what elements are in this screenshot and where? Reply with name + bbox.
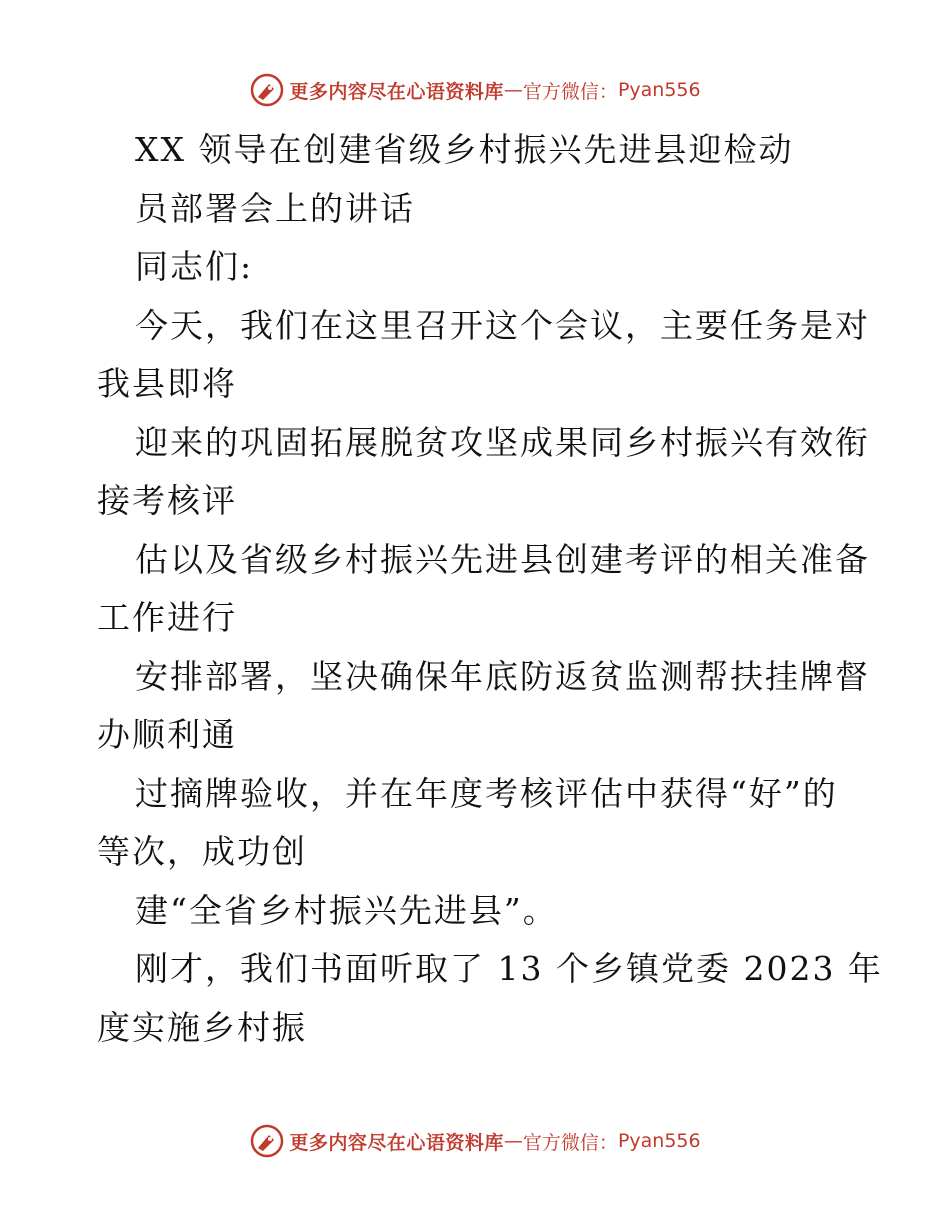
banner-separator: —: [503, 79, 523, 101]
banner-main-text: 更多内容尽在心语资料库: [289, 80, 504, 103]
paragraph-line: 办顺利通: [97, 715, 237, 754]
banner-separator: —: [503, 1130, 523, 1152]
document-title-line-1: XX 领导在创建省级乡村振兴先进县迎检动: [135, 130, 794, 169]
banner-wechat-label: 官方微信：: [522, 1131, 618, 1154]
document-title-line-2: 员部署会上的讲话: [135, 188, 415, 228]
paragraph-line: 刚才，我们书面听取了 13 个乡镇党委 2023 年: [135, 949, 883, 988]
paragraph-line: 接考核评: [97, 481, 237, 520]
paragraph-line: 我县即将: [97, 364, 237, 403]
paragraph-line: 迎来的巩固拓展脱贫攻坚成果同乡村振兴有效衔: [135, 422, 870, 462]
paragraph-line: 度实施乡村振: [97, 1007, 307, 1047]
paragraph-line: 工作进行: [97, 598, 237, 637]
paragraph-line: 过摘牌验收，并在年度考核评估中获得“好”的: [135, 773, 838, 813]
footer-banner: [0, 1121, 950, 1161]
paragraph-line: 安排部署，坚决确保年底防返贫监测帮扶挂牌督: [135, 656, 870, 696]
banner-wechat-label: 官方微信：: [522, 80, 618, 103]
greeting: 同志们:: [135, 247, 254, 286]
paragraph-line: 等次，成功创: [97, 832, 307, 871]
paragraph-line: 今天，我们在这里召开这个会议，主要任务是对: [135, 305, 870, 345]
banner-wechat-id: Pyan556: [617, 1130, 701, 1152]
document-body: [0, 121, 950, 1057]
paragraph-line: 估以及省级乡村振兴先进县创建考评的相关准备: [135, 539, 870, 579]
pen-nib-logo-icon: [249, 1123, 285, 1159]
pen-nib-logo-icon: [249, 72, 285, 108]
paragraph-line: 建“全省乡村振兴先进县”。: [135, 890, 558, 930]
banner-main-text: 更多内容尽在心语资料库: [289, 1131, 504, 1154]
header-banner: [0, 70, 950, 110]
banner-wechat-id: Pyan556: [617, 79, 701, 101]
